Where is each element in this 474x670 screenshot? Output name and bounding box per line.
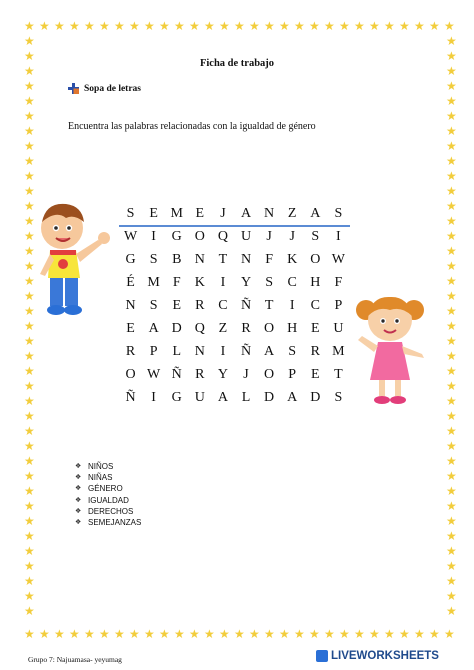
grid-cell: U bbox=[240, 229, 252, 245]
grid-cell: N bbox=[194, 343, 205, 359]
star-icon: ★ bbox=[24, 154, 35, 168]
star-icon: ★ bbox=[189, 627, 200, 641]
star-icon: ★ bbox=[159, 627, 170, 641]
grid-cell: E bbox=[195, 206, 205, 222]
grid-cell: A bbox=[148, 320, 159, 336]
star-icon: ★ bbox=[24, 469, 35, 483]
grid-cell: K bbox=[194, 275, 205, 291]
diamond-bullet-icon: ❖ bbox=[75, 496, 82, 504]
grid-cell: O bbox=[194, 229, 205, 245]
grid-cell: M bbox=[147, 275, 160, 291]
grid-cell: E bbox=[172, 298, 182, 313]
grid-cell: D bbox=[264, 389, 275, 405]
word-label: GÉNERO bbox=[88, 484, 123, 494]
grid-cell: Y bbox=[240, 275, 252, 291]
star-icon: ★ bbox=[24, 439, 35, 453]
star-icon: ★ bbox=[309, 627, 320, 641]
star-icon: ★ bbox=[24, 379, 35, 393]
star-icon: ★ bbox=[24, 244, 35, 258]
grid-cell: N bbox=[264, 206, 275, 222]
grid-cell: R bbox=[241, 320, 251, 336]
grid-cell: G bbox=[171, 389, 182, 405]
grid-cell: U bbox=[333, 320, 344, 336]
grid-cell: Ñ bbox=[125, 389, 136, 405]
list-item bbox=[75, 495, 141, 506]
grid-cell: F bbox=[265, 252, 273, 268]
grid-cell: Y bbox=[217, 366, 228, 382]
star-icon: ★ bbox=[189, 19, 200, 33]
grid-highlight-line bbox=[119, 225, 350, 227]
star-icon: ★ bbox=[24, 409, 35, 423]
grid-cell: J bbox=[289, 229, 295, 245]
grid-cell: M bbox=[332, 343, 345, 359]
grid-cell: S bbox=[149, 298, 158, 313]
grid-cell: Q bbox=[194, 320, 205, 336]
star-icon: ★ bbox=[446, 154, 457, 168]
star-icon: ★ bbox=[446, 199, 457, 213]
diamond-bullet-icon: ❖ bbox=[75, 474, 82, 482]
grid-cell: G bbox=[171, 229, 182, 245]
star-icon: ★ bbox=[24, 484, 35, 498]
grid-cell: I bbox=[220, 343, 226, 359]
word-label: DERECHOS bbox=[88, 506, 134, 516]
grid-cell: C bbox=[287, 275, 297, 291]
star-icon: ★ bbox=[219, 19, 230, 33]
star-icon: ★ bbox=[446, 259, 457, 273]
star-icon: ★ bbox=[39, 627, 50, 641]
grid-cell: E bbox=[126, 320, 135, 336]
word-label: SEMEJANZAS bbox=[88, 518, 142, 528]
star-icon: ★ bbox=[446, 334, 457, 348]
star-icon: ★ bbox=[446, 514, 457, 528]
star-icon: ★ bbox=[446, 394, 457, 408]
grid-cell: Ñ bbox=[240, 298, 252, 313]
star-icon: ★ bbox=[24, 64, 35, 78]
star-icon: ★ bbox=[24, 139, 35, 153]
grid-cell: S bbox=[265, 275, 273, 291]
star-icon: ★ bbox=[24, 544, 35, 558]
star-icon: ★ bbox=[234, 627, 245, 641]
grid-cell: S bbox=[311, 229, 320, 245]
list-item bbox=[75, 517, 141, 528]
star-icon: ★ bbox=[446, 64, 457, 78]
grid-cell: I bbox=[220, 275, 226, 291]
grid-cell: C bbox=[218, 298, 228, 313]
star-icon: ★ bbox=[24, 274, 35, 288]
star-icon: ★ bbox=[446, 409, 457, 423]
star-icon: ★ bbox=[24, 169, 35, 183]
word-list bbox=[75, 461, 141, 528]
star-icon: ★ bbox=[294, 19, 305, 33]
grid-cell: R bbox=[195, 298, 205, 313]
star-icon: ★ bbox=[24, 79, 35, 93]
star-icon: ★ bbox=[219, 627, 230, 641]
grid-cell: N bbox=[125, 298, 136, 313]
star-icon: ★ bbox=[446, 499, 457, 513]
grid-cell: F bbox=[334, 275, 343, 291]
grid-cell: O bbox=[264, 366, 275, 382]
star-icon: ★ bbox=[414, 19, 425, 33]
grid-cell: O bbox=[264, 320, 275, 336]
star-icon: ★ bbox=[444, 19, 455, 33]
star-icon: ★ bbox=[204, 19, 215, 33]
grid-cell: E bbox=[311, 366, 320, 382]
star-icon: ★ bbox=[446, 454, 457, 468]
star-icon: ★ bbox=[446, 439, 457, 453]
grid-cell: W bbox=[331, 252, 345, 268]
star-icon: ★ bbox=[446, 184, 457, 198]
star-icon: ★ bbox=[24, 199, 35, 213]
star-icon: ★ bbox=[114, 19, 125, 33]
star-icon: ★ bbox=[54, 627, 65, 641]
arrow-bullet-icon bbox=[68, 83, 79, 94]
grid-cell: S bbox=[288, 343, 297, 359]
grid-cell: A bbox=[264, 343, 275, 359]
star-icon: ★ bbox=[384, 19, 395, 33]
grid-cell: Ñ bbox=[171, 366, 182, 382]
star-icon: ★ bbox=[354, 19, 365, 33]
star-icon: ★ bbox=[24, 514, 35, 528]
star-icon: ★ bbox=[24, 289, 35, 303]
grid-cell: B bbox=[172, 252, 182, 268]
instruction-text: Encuentra las palabras relacionadas con la igualdad de género bbox=[68, 121, 316, 132]
star-icon: ★ bbox=[24, 259, 35, 273]
star-icon: ★ bbox=[69, 19, 80, 33]
star-icon: ★ bbox=[369, 19, 380, 33]
logo-icon bbox=[316, 650, 328, 662]
grid-cell: D bbox=[171, 320, 182, 336]
star-icon: ★ bbox=[294, 627, 305, 641]
grid-cell: R bbox=[310, 343, 320, 359]
logo-text: LIVEWORKSHEETS bbox=[331, 650, 439, 662]
star-icon: ★ bbox=[369, 627, 380, 641]
star-icon: ★ bbox=[249, 627, 260, 641]
star-icon: ★ bbox=[24, 184, 35, 198]
star-icon: ★ bbox=[234, 19, 245, 33]
star-icon: ★ bbox=[399, 627, 410, 641]
grid-cell: S bbox=[126, 206, 135, 222]
star-icon: ★ bbox=[24, 214, 35, 228]
star-icon: ★ bbox=[399, 19, 410, 33]
star-icon: ★ bbox=[446, 109, 457, 123]
star-icon: ★ bbox=[446, 34, 457, 48]
star-icon: ★ bbox=[444, 627, 455, 641]
star-icon: ★ bbox=[429, 627, 440, 641]
star-icon: ★ bbox=[446, 94, 457, 108]
grid-cell: Z bbox=[218, 320, 228, 336]
star-icon: ★ bbox=[24, 109, 35, 123]
star-icon: ★ bbox=[174, 627, 185, 641]
star-icon: ★ bbox=[324, 627, 335, 641]
star-icon: ★ bbox=[309, 19, 320, 33]
star-icon: ★ bbox=[24, 49, 35, 63]
word-label: IGUALDAD bbox=[88, 495, 129, 505]
page-title: Ficha de trabajo bbox=[199, 58, 275, 69]
section-heading bbox=[68, 83, 141, 94]
star-icon: ★ bbox=[384, 627, 395, 641]
star-icon: ★ bbox=[446, 49, 457, 63]
star-icon: ★ bbox=[264, 19, 275, 33]
diamond-bullet-icon: ❖ bbox=[75, 519, 82, 527]
star-icon: ★ bbox=[429, 19, 440, 33]
grid-cell: C bbox=[310, 298, 320, 313]
grid-cell: F bbox=[172, 275, 181, 291]
grid-cell: A bbox=[287, 389, 298, 405]
list-item bbox=[75, 506, 141, 517]
word-search-grid bbox=[119, 203, 350, 409]
star-icon: ★ bbox=[129, 627, 140, 641]
star-icon: ★ bbox=[144, 19, 155, 33]
grid-cell: E bbox=[311, 320, 320, 336]
grid-cell: E bbox=[149, 206, 158, 222]
grid-cell: A bbox=[217, 389, 228, 405]
star-icon: ★ bbox=[84, 19, 95, 33]
star-icon: ★ bbox=[446, 229, 457, 243]
star-icon: ★ bbox=[339, 627, 350, 641]
star-icon: ★ bbox=[84, 627, 95, 641]
star-icon: ★ bbox=[446, 124, 457, 138]
grid-cell: Z bbox=[287, 206, 297, 222]
star-icon: ★ bbox=[446, 349, 457, 363]
star-icon: ★ bbox=[446, 469, 457, 483]
grid-cell: U bbox=[194, 389, 205, 405]
grid-cell: T bbox=[218, 252, 228, 268]
section-label: Sopa de letras bbox=[84, 83, 141, 94]
star-icon: ★ bbox=[446, 244, 457, 258]
star-icon: ★ bbox=[446, 274, 457, 288]
star-icon: ★ bbox=[24, 424, 35, 438]
star-icon: ★ bbox=[24, 529, 35, 543]
star-icon: ★ bbox=[446, 574, 457, 588]
grid-cell: H bbox=[287, 320, 298, 336]
boy-illustration bbox=[36, 200, 118, 318]
diamond-bullet-icon: ❖ bbox=[75, 507, 82, 515]
star-icon: ★ bbox=[24, 574, 35, 588]
star-icon: ★ bbox=[144, 627, 155, 641]
star-icon: ★ bbox=[24, 34, 35, 48]
grid-cell: O bbox=[310, 252, 321, 268]
grid-cell: N bbox=[194, 252, 205, 268]
word-label: NIÑOS bbox=[88, 462, 114, 471]
star-icon: ★ bbox=[159, 19, 170, 33]
grid-cell: I bbox=[151, 229, 156, 245]
grid-cell: S bbox=[334, 389, 343, 405]
grid-cell: J bbox=[220, 206, 226, 222]
grid-cell: N bbox=[240, 252, 252, 268]
diamond-bullet-icon: ❖ bbox=[75, 463, 82, 470]
star-icon: ★ bbox=[446, 379, 457, 393]
star-icon: ★ bbox=[24, 319, 35, 333]
star-icon: ★ bbox=[24, 589, 35, 603]
star-icon: ★ bbox=[24, 94, 35, 108]
star-icon: ★ bbox=[446, 529, 457, 543]
grid-cell: A bbox=[310, 206, 321, 222]
star-icon: ★ bbox=[446, 424, 457, 438]
star-icon: ★ bbox=[446, 319, 457, 333]
star-icon: ★ bbox=[324, 19, 335, 33]
star-icon: ★ bbox=[99, 19, 110, 33]
star-icon: ★ bbox=[24, 229, 35, 243]
grid-cell: S bbox=[149, 252, 158, 268]
star-icon: ★ bbox=[129, 19, 140, 33]
list-item bbox=[75, 472, 141, 483]
star-icon: ★ bbox=[279, 19, 290, 33]
grid-cell: M bbox=[170, 206, 183, 222]
star-icon: ★ bbox=[69, 627, 80, 641]
grid-cell: O bbox=[125, 366, 136, 382]
grid-cell: P bbox=[334, 298, 343, 313]
liveworksheets-logo bbox=[316, 650, 439, 662]
grid-cell: L bbox=[172, 343, 182, 359]
grid-cell: I bbox=[289, 298, 295, 313]
grid-cell: G bbox=[125, 252, 136, 268]
grid-cell: R bbox=[195, 366, 205, 382]
footer-credit: Grupo 7: Najuamasa- yeyumag bbox=[28, 655, 122, 664]
star-icon: ★ bbox=[249, 19, 260, 33]
grid-cell: Ñ bbox=[240, 343, 252, 359]
star-icon: ★ bbox=[446, 589, 457, 603]
star-icon: ★ bbox=[54, 19, 65, 33]
grid-cell: L bbox=[241, 389, 251, 405]
grid-cell: D bbox=[310, 389, 321, 405]
star-icon: ★ bbox=[446, 364, 457, 378]
star-icon: ★ bbox=[39, 19, 50, 33]
star-icon: ★ bbox=[174, 19, 185, 33]
star-icon: ★ bbox=[446, 139, 457, 153]
star-icon: ★ bbox=[446, 604, 457, 618]
star-icon: ★ bbox=[24, 394, 35, 408]
star-icon: ★ bbox=[446, 169, 457, 183]
star-icon: ★ bbox=[446, 544, 457, 558]
star-icon: ★ bbox=[414, 627, 425, 641]
grid-cell: I bbox=[151, 389, 156, 405]
star-icon: ★ bbox=[24, 454, 35, 468]
star-icon: ★ bbox=[446, 79, 457, 93]
star-icon: ★ bbox=[24, 304, 35, 318]
star-icon: ★ bbox=[24, 627, 35, 641]
diamond-bullet-icon: ❖ bbox=[75, 485, 82, 493]
grid-cell: É bbox=[126, 275, 135, 291]
grid-cell: J bbox=[243, 366, 249, 382]
grid-cell: T bbox=[264, 298, 274, 313]
grid-cell: S bbox=[334, 206, 343, 222]
star-icon: ★ bbox=[446, 484, 457, 498]
star-icon: ★ bbox=[446, 214, 457, 228]
grid-cell: I bbox=[336, 229, 341, 245]
star-icon: ★ bbox=[24, 124, 35, 138]
list-item bbox=[75, 461, 141, 472]
star-icon: ★ bbox=[24, 364, 35, 378]
star-icon: ★ bbox=[279, 627, 290, 641]
grid-cell: W bbox=[147, 366, 161, 382]
star-icon: ★ bbox=[99, 627, 110, 641]
star-icon: ★ bbox=[24, 559, 35, 573]
star-icon: ★ bbox=[446, 304, 457, 318]
star-icon: ★ bbox=[24, 19, 35, 33]
list-item bbox=[75, 483, 141, 494]
grid-cell: K bbox=[287, 252, 298, 268]
star-icon: ★ bbox=[24, 604, 35, 618]
star-icon: ★ bbox=[446, 289, 457, 303]
grid-cell: P bbox=[288, 366, 297, 382]
girl-illustration bbox=[352, 290, 438, 408]
star-icon: ★ bbox=[24, 499, 35, 513]
grid-cell: J bbox=[266, 229, 272, 245]
star-icon: ★ bbox=[264, 627, 275, 641]
star-icon: ★ bbox=[339, 19, 350, 33]
star-icon: ★ bbox=[446, 559, 457, 573]
star-icon: ★ bbox=[24, 349, 35, 363]
star-icon: ★ bbox=[24, 334, 35, 348]
grid-cell: T bbox=[334, 366, 343, 382]
grid-cell: A bbox=[240, 206, 252, 222]
star-icon: ★ bbox=[114, 627, 125, 641]
grid-cell: W bbox=[123, 229, 138, 245]
star-icon: ★ bbox=[204, 627, 215, 641]
star-icon: ★ bbox=[354, 627, 365, 641]
grid-cell: R bbox=[125, 343, 136, 359]
grid-cell: P bbox=[149, 343, 158, 359]
word-label: NIÑAS bbox=[88, 473, 113, 483]
grid-cell: Q bbox=[217, 229, 228, 245]
grid-cell: H bbox=[310, 275, 321, 291]
